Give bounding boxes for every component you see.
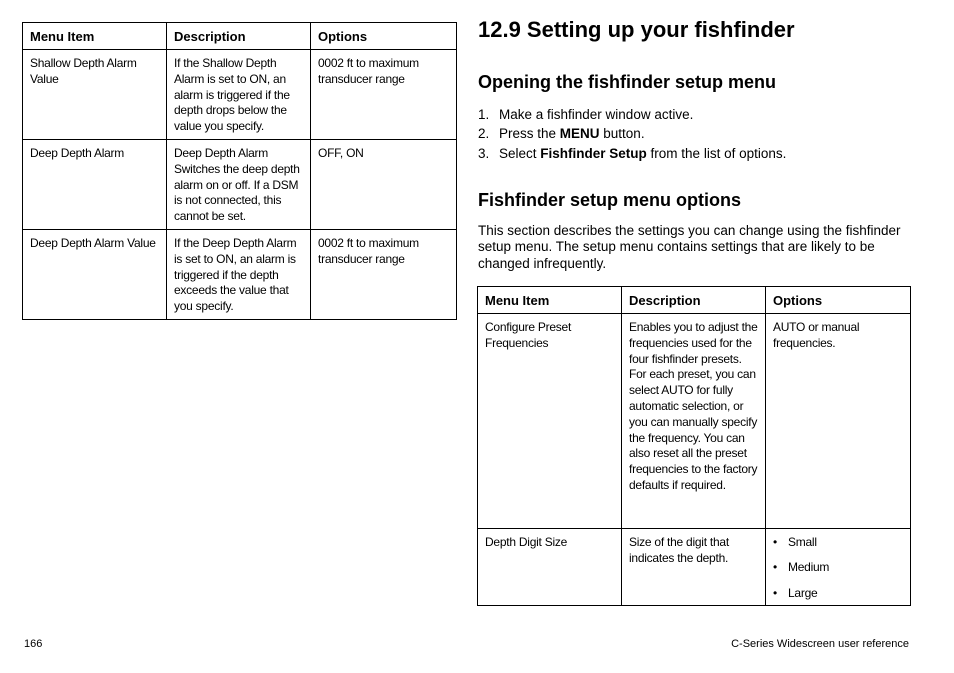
- step-text: button.: [599, 126, 645, 142]
- options-cell: OFF, ON: [311, 139, 457, 229]
- option-label: Large: [788, 585, 818, 600]
- left-menu-table: [22, 22, 457, 320]
- steps-list: [478, 105, 786, 163]
- step-text-bold: MENU: [559, 126, 600, 142]
- description-cell: If the Deep Depth Alarm is set to ON, an alarm is triggered if the depth exceeds the value that you specify.: [167, 229, 311, 319]
- size-options-list: [773, 535, 903, 601]
- footer-reference: C-Series Widescreen user reference: [731, 638, 909, 650]
- step-text: Make a fishfinder window active.: [499, 107, 694, 122]
- step-text: Press the: [499, 126, 560, 142]
- table-row: [23, 229, 457, 319]
- menu-item-cell: Deep Depth Alarm: [23, 139, 167, 229]
- column-header-description: Description: [167, 23, 311, 50]
- description-cell: If the Shallow Depth Alarm is set to ON, an alarm is triggered if the depth drops below the value you specify.: [167, 50, 311, 140]
- setup-options-heading: Fishfinder setup menu options: [478, 190, 742, 210]
- list-item: [478, 144, 786, 163]
- table-header-row: [478, 287, 911, 314]
- bullet-icon: •: [773, 585, 777, 600]
- bullet-icon: •: [773, 560, 777, 575]
- description-cell: Deep Depth Alarm Switches the deep depth alarm on or off. If a DSM is not connected, this cannot be set.: [167, 139, 311, 229]
- step-text: Select: [499, 145, 541, 161]
- table-row: [23, 139, 457, 229]
- menu-item-cell: Configure Preset Frequencies: [478, 314, 622, 529]
- right-menu-table: [477, 286, 911, 606]
- intro-paragraph: This section describes the settings you can change using the fishfinder setup menu. The setup menu contains settings that are likely to be changed infrequently.: [478, 223, 901, 271]
- column-header-description: Description: [622, 287, 766, 314]
- menu-item-cell: Depth Digit Size: [478, 529, 622, 606]
- page-number: 166: [24, 638, 43, 650]
- menu-item-cell: Deep Depth Alarm Value: [23, 229, 167, 319]
- list-item: [773, 560, 903, 576]
- list-item: [478, 105, 786, 124]
- description-cell: Enables you to adjust the frequencies used for the four fishfinder presets. For each preset, you can select AUTO for fully automatic selection, or you can manually specify the frequency. You can also reset all the preset frequencies to the factory defaults if required.: [622, 314, 766, 529]
- menu-item-cell: Shallow Depth Alarm Value: [23, 50, 167, 140]
- table-row: [478, 529, 911, 606]
- column-header-options: Options: [311, 23, 457, 50]
- option-label: Small: [788, 535, 817, 549]
- opening-menu-heading: Opening the fishfinder setup menu: [478, 72, 777, 92]
- column-header-menu-item: Menu Item: [23, 23, 167, 50]
- description-cell: Size of the digit that indicates the depth.: [622, 529, 766, 606]
- options-cell: [766, 529, 911, 606]
- options-cell: AUTO or manual frequencies.: [766, 314, 911, 529]
- bullet-icon: •: [773, 535, 777, 549]
- column-header-options: Options: [766, 287, 911, 314]
- step-number: 3.: [478, 145, 490, 161]
- list-item: [773, 586, 903, 602]
- column-header-menu-item: Menu Item: [478, 287, 622, 314]
- step-number: 2.: [478, 126, 490, 142]
- option-label: Medium: [788, 560, 830, 575]
- table-header-row: [23, 23, 457, 50]
- list-item: [478, 124, 786, 143]
- list-item: [773, 535, 903, 551]
- page-title: 12.9 Setting up your fishfinder: [478, 17, 795, 42]
- step-text: from the list of options.: [646, 145, 787, 161]
- table-row: [478, 314, 911, 529]
- options-cell: 0002 ft to maximum transducer range: [311, 229, 457, 319]
- step-number: 1.: [478, 107, 490, 122]
- options-cell: 0002 ft to maximum transducer range: [311, 50, 457, 140]
- table-row: [23, 50, 457, 140]
- step-text-bold: Fishfinder Setup: [540, 145, 647, 161]
